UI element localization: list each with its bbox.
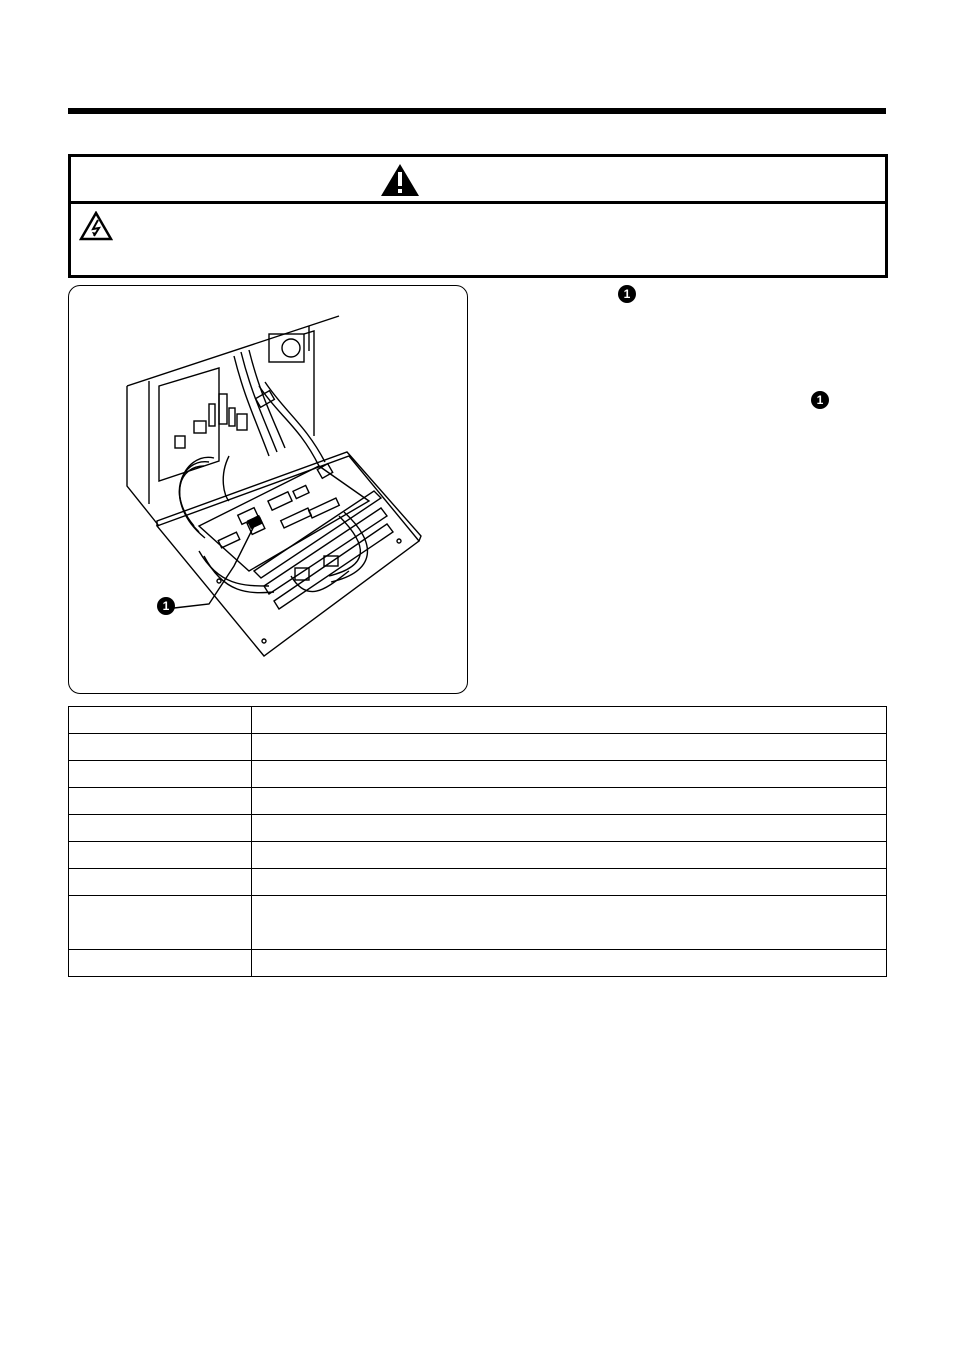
illustration-panel [68, 285, 468, 694]
table-cell-value [252, 734, 887, 761]
table-cell-value [252, 761, 887, 788]
electric-shock-icon [79, 211, 113, 241]
callout-marker: 1 [618, 285, 636, 303]
table-row [69, 707, 887, 734]
table-row [69, 896, 887, 950]
warning-triangle-icon [380, 163, 420, 197]
table-cell-value [252, 815, 887, 842]
table-cell-key [69, 734, 252, 761]
figure-callout: 1 [157, 597, 175, 615]
table-cell-value [252, 707, 887, 734]
table-cell-value [252, 869, 887, 896]
table-row [69, 950, 887, 977]
table-row [69, 788, 887, 815]
table-cell-value [252, 896, 887, 950]
table-cell-key [69, 815, 252, 842]
table-cell-key [69, 761, 252, 788]
warning-box [68, 154, 888, 278]
warning-header [71, 157, 885, 204]
table-row [69, 842, 887, 869]
table-cell-value [252, 950, 887, 977]
table-cell-key [69, 788, 252, 815]
table-row [69, 815, 887, 842]
callout-marker: 1 [811, 391, 829, 409]
table-cell-key [69, 896, 252, 950]
table-row [69, 869, 887, 896]
table-row [69, 734, 887, 761]
table-cell-key [69, 707, 252, 734]
top-rule [68, 108, 886, 114]
table-cell-value [252, 842, 887, 869]
table-row [69, 761, 887, 788]
table-cell-key [69, 869, 252, 896]
table-cell-key [69, 950, 252, 977]
control-box-illustration [69, 286, 467, 693]
table-cell-key [69, 842, 252, 869]
table-cell-value [252, 788, 887, 815]
specification-table [68, 706, 887, 977]
